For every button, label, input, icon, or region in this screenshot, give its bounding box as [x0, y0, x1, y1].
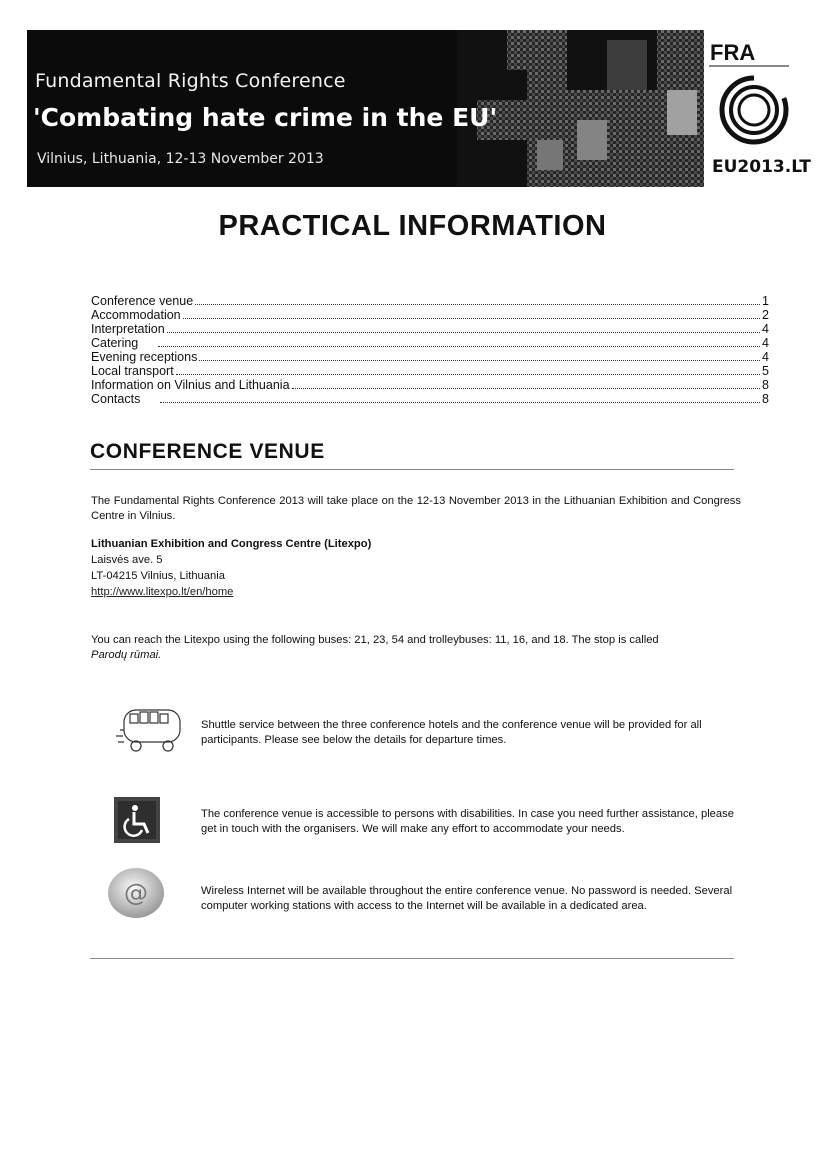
fra-logo: FRA [710, 40, 756, 65]
toc-item[interactable] [91, 364, 769, 378]
toc-page: 8 [762, 392, 769, 406]
toc-item-label: Catering [91, 336, 139, 350]
bus-stop-name: Parodų rūmai. [91, 649, 162, 661]
toc-leader [199, 360, 760, 361]
toc-page: 5 [762, 364, 769, 378]
shuttle-info: Shuttle service between the three conference hotels and the conference venue will be provided for all participants. Please see below the details for departure times. [201, 719, 702, 746]
toc-item[interactable] [91, 322, 769, 336]
banner-title: 'Combating hate crime in the EU' [33, 103, 498, 132]
shuttle-bus-icon [116, 700, 188, 758]
toc-item-label: Local transport [91, 364, 174, 378]
wheelchair-accessibility-icon [114, 797, 160, 843]
toc-item[interactable] [91, 350, 769, 364]
transport-text: You can reach the Litexpo using the following buses: 21, 23, 54 and trolleybuses: 11, 16, and 18. The stop is called [91, 634, 659, 646]
toc-leader [292, 388, 760, 389]
conference-banner [27, 30, 704, 187]
fra-logo-underline [709, 65, 789, 67]
toc-item-label: Conference venue [91, 294, 194, 308]
toc-leader [176, 374, 760, 375]
toc-item-label: Accommodation [91, 308, 181, 322]
eu-presidency-swirl-icon [718, 74, 790, 146]
section-divider [90, 469, 734, 470]
toc-page: 4 [762, 350, 769, 364]
accessibility-info: The conference venue is accessible to persons with disabilities. In case you need further assistance, please get in touch with the organisers. We will make any effort to accommodate your needs. [201, 808, 734, 835]
venue-transport [91, 633, 741, 663]
toc-page: 8 [762, 378, 769, 392]
toc-item[interactable] [91, 294, 769, 308]
section-divider [90, 958, 734, 959]
table-of-contents [91, 294, 769, 406]
banner-date: Vilnius, Lithuania, 12-13 November 2013 [37, 151, 324, 167]
toc-leader [158, 346, 760, 347]
toc-item[interactable] [91, 392, 769, 406]
toc-page: 4 [762, 336, 769, 350]
toc-leader [195, 304, 760, 305]
venue-city: LT-04215 Vilnius, Lithuania [91, 570, 225, 582]
wifi-at-sign-icon [105, 866, 167, 920]
toc-page: 2 [762, 308, 769, 322]
toc-leader [160, 402, 760, 403]
toc-item[interactable] [91, 308, 769, 322]
eu2013-logo-text: EU2013.LT [712, 157, 811, 177]
toc-leader [167, 332, 760, 333]
toc-item-label: Interpretation [91, 322, 165, 336]
venue-website-link[interactable]: http://www.litexpo.lt/en/home [91, 586, 234, 598]
toc-item-label: Information on Vilnius and Lithuania [91, 378, 290, 392]
page-title: PRACTICAL INFORMATION [218, 210, 607, 242]
toc-page: 4 [762, 322, 769, 336]
toc-leader [183, 318, 760, 319]
section-heading-venue: CONFERENCE VENUE [90, 440, 325, 463]
toc-item-label: Contacts [91, 392, 141, 406]
venue-street: Laisvės ave. 5 [91, 554, 163, 566]
toc-item[interactable] [91, 336, 769, 350]
svg-text:@: @ [124, 879, 148, 907]
banner-subtitle: Fundamental Rights Conference [35, 70, 346, 92]
toc-page: 1 [762, 294, 769, 308]
venue-name: Lithuanian Exhibition and Congress Centre (Litexpo) [91, 538, 372, 550]
venue-address [91, 536, 371, 600]
wifi-info: Wireless Internet will be available throughout the entire conference venue. No password is needed. Several computer working stations with access to the Internet will be available in a dedicated area. [201, 885, 733, 912]
toc-item[interactable] [91, 378, 769, 392]
toc-item-label: Evening receptions [91, 350, 198, 364]
venue-intro: The Fundamental Rights Conference 2013 will take place on the 12-13 November 2013 in the Lithuanian Exhibition and Congress Centre in Vilnius. [91, 495, 741, 522]
